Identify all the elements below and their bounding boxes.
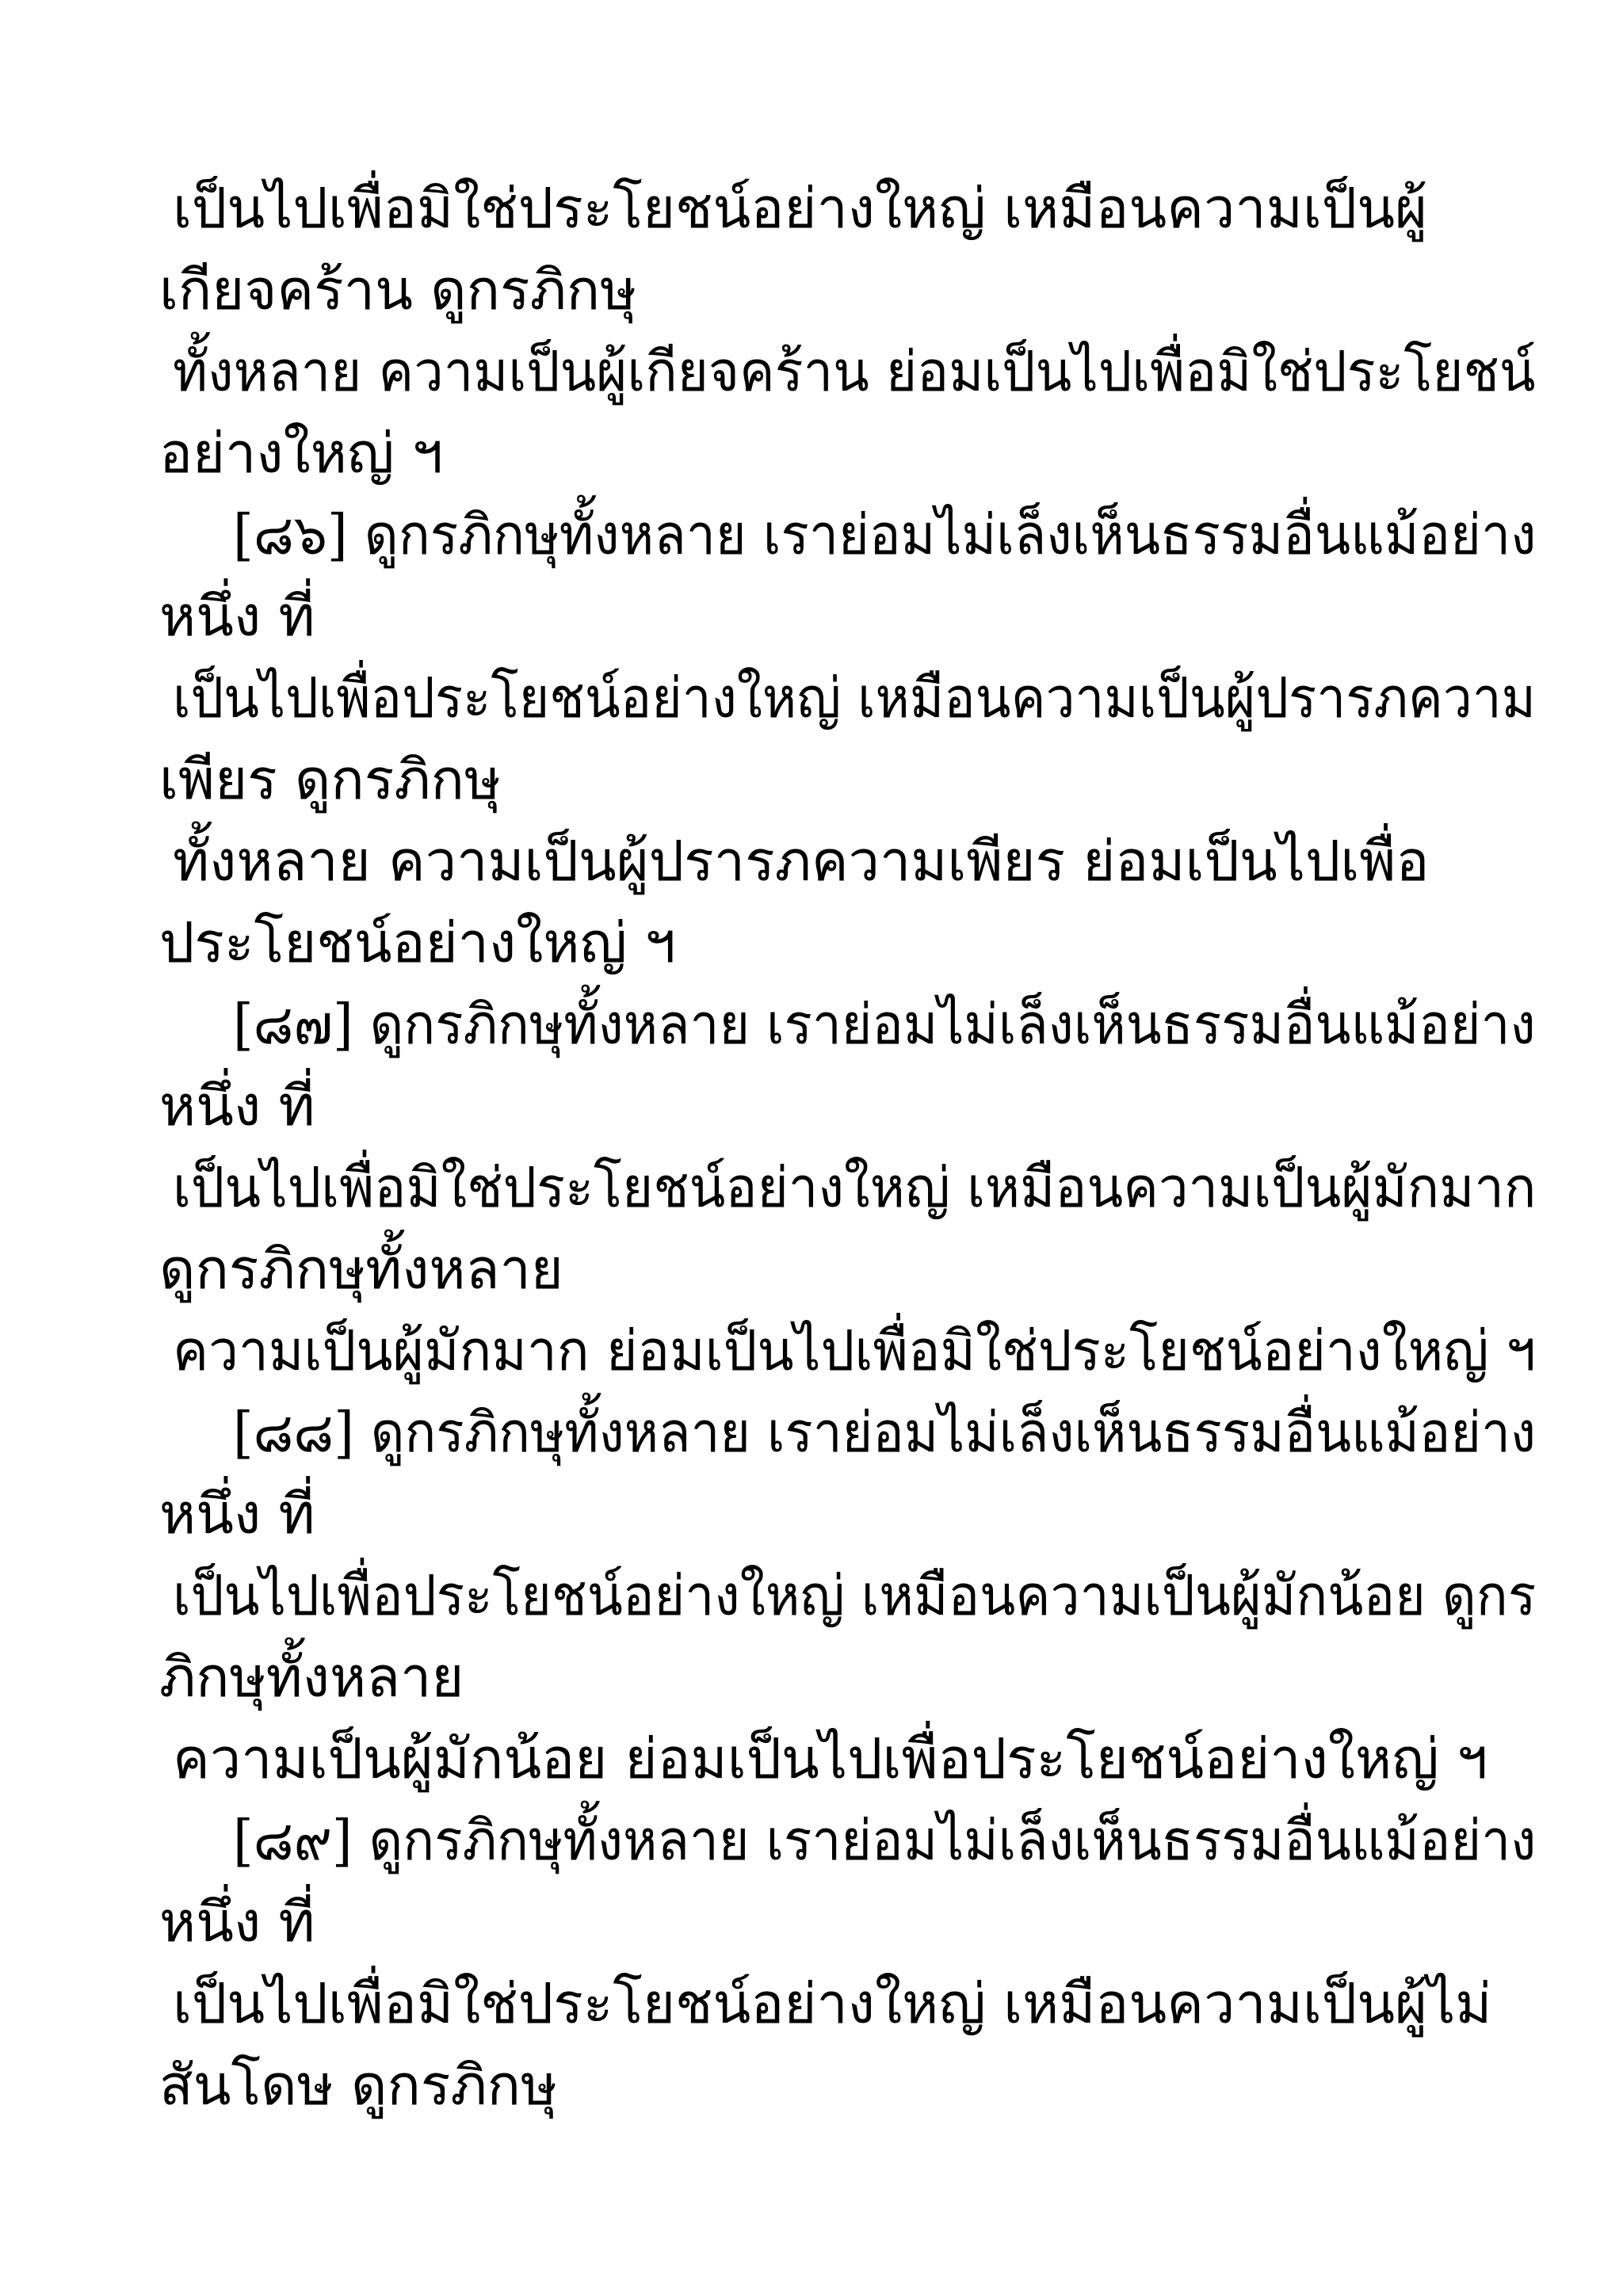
paragraph-start-line: [๘๗] ดูกรภิกษุทั้งหลาย เราย่อมไม่เล็งเห็นธรรมอื่นแม้อย่าง [233, 992, 1536, 1057]
text-line: หนึ่ง ที่ [159, 1074, 315, 1138]
text-line: อย่างใหญ่ ฯ [159, 421, 444, 486]
text-line: หนึ่ง ที่ [159, 584, 315, 649]
text-line: หนึ่ง ที่ [159, 1890, 315, 1955]
text-line: ภิกษุทั้งหลาย [159, 1645, 464, 1710]
text-line: ประโยชน์อย่างใหญ่ ฯ [159, 910, 676, 975]
text-line: ทั้งหลาย ความเป็นผู้ปรารภความเพียร ย่อมเป็นไปเพื่อ [173, 829, 1430, 894]
text-line: สันโดษ ดูกรภิกษุ [159, 2053, 558, 2118]
text-line: เป็นไปเพื่อมิใช่ประโยชน์อย่างใหญ่ เหมือนความเป็นผู้ไม่ [173, 1971, 1492, 2036]
text-line: เป็นไปเพื่อประโยชน์อย่างใหญ่ เหมือนความเป็นผู้ปรารภความ [173, 666, 1536, 730]
paragraph-start-line: [๘๖] ดูกรภิกษุทั้งหลาย เราย่อมไม่เล็งเห็นธรรมอื่นแม้อย่าง [233, 502, 1537, 567]
text-line: ทั้งหลาย ความเป็นผู้เกียจคร้าน ย่อมเป็นไปเพื่อมิใช่ประโยชน์ [173, 339, 1536, 404]
document-body [0, 168, 1623, 2126]
text-line: ความเป็นผู้มักมาก ย่อมเป็นไปเพื่อมิใช่ประโยชน์อย่างใหญ่ ฯ [173, 1318, 1537, 1383]
text-line: หนึ่ง ที่ [159, 1482, 315, 1547]
text-line: เป็นไปเพื่อประโยชน์อย่างใหญ่ เหมือนความเป็นผู้มักน้อย ดูกร [173, 1563, 1537, 1628]
text-line: เป็นไปเพื่อมิใช่ประโยชน์อย่างใหญ่ เหมือนความเป็นผู้มักมาก [173, 1155, 1537, 1220]
text-line: เกียจคร้าน ดูกรภิกษุ [159, 257, 637, 322]
text-line: ความเป็นผู้มักน้อย ย่อมเป็นไปเพื่อประโยชน์อย่างใหญ่ ฯ [173, 1726, 1488, 1791]
text-line: เพียร ดูกรภิกษุ [159, 747, 502, 812]
text-line: ดูกรภิกษุทั้งหลาย [159, 1237, 563, 1302]
paragraph-start-line: [๘๙] ดูกรภิกษุทั้งหลาย เราย่อมไม่เล็งเห็นธรรมอื่นแม้อย่าง [233, 1808, 1537, 1873]
text-line: เป็นไปเพื่อมิใช่ประโยชน์อย่างใหญ่ เหมือนความเป็นผู้ [173, 176, 1428, 241]
paragraph-start-line: [๘๘] ดูกรภิกษุทั้งหลาย เราย่อมไม่เล็งเห็นธรรมอื่นแม้อย่าง [233, 1400, 1537, 1465]
